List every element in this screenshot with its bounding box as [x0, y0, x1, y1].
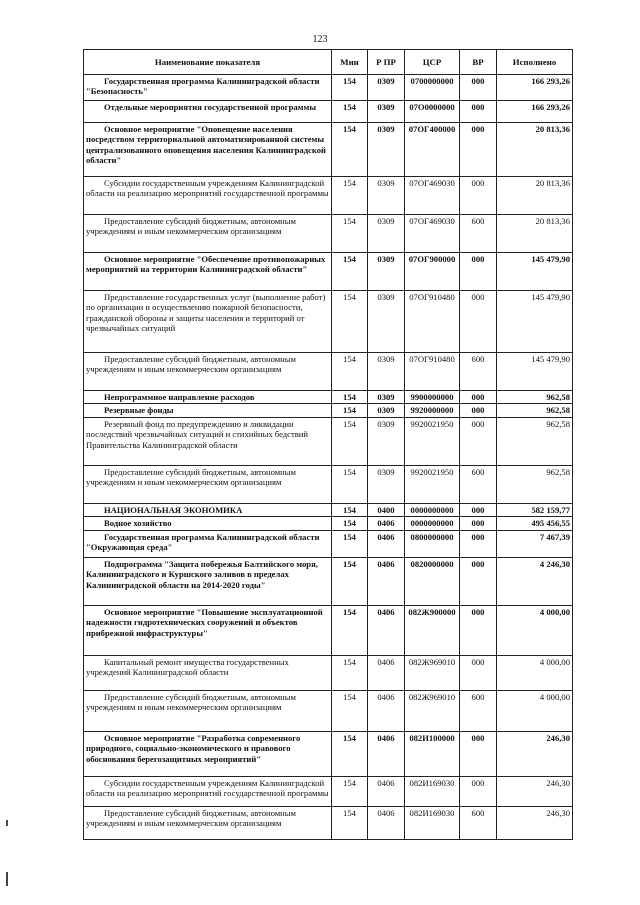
- table-row: [84, 503, 573, 516]
- cell-rpr: 0406: [368, 605, 405, 655]
- cell-rpr: 0406: [368, 806, 405, 839]
- cell-min: 154: [332, 215, 368, 253]
- cell-done: 495 456,55: [497, 517, 573, 530]
- cell-csr: 07ОГ900000: [405, 253, 460, 291]
- cell-vr: 000: [460, 253, 497, 291]
- cell-min: 154: [332, 253, 368, 291]
- margin-mark: [6, 872, 8, 886]
- cell-min: 154: [332, 101, 368, 123]
- margin-mark: [6, 820, 8, 826]
- table-row: [84, 806, 573, 839]
- cell-name: Резервный фонд по предупреждению и ликвидации последствий чрезвычайных ситуаций и стихийных бедствий Правительства Калининградской области: [84, 417, 332, 465]
- table-row: [84, 353, 573, 391]
- cell-min: 154: [332, 557, 368, 605]
- header-name: Наименование показателя: [84, 50, 332, 75]
- cell-done: 246,30: [497, 806, 573, 839]
- cell-done: 20 813,36: [497, 123, 573, 177]
- cell-min: 154: [332, 655, 368, 690]
- cell-csr: 0700000000: [405, 75, 460, 101]
- cell-done: 20 813,36: [497, 177, 573, 215]
- cell-vr: 000: [460, 291, 497, 353]
- cell-rpr: 0309: [368, 417, 405, 465]
- cell-rpr: 0309: [368, 353, 405, 391]
- cell-done: 166 293,26: [497, 101, 573, 123]
- cell-vr: 000: [460, 391, 497, 404]
- cell-vr: 600: [460, 806, 497, 839]
- table-row: [84, 404, 573, 417]
- table-row: [84, 391, 573, 404]
- cell-csr: 07ОГ469030: [405, 177, 460, 215]
- cell-done: 4 246,30: [497, 557, 573, 605]
- cell-min: 154: [332, 291, 368, 353]
- cell-name: Государственная программа Калининградской области "Безопасность": [84, 75, 332, 101]
- table-row: [84, 605, 573, 655]
- cell-done: 246,30: [497, 776, 573, 806]
- cell-vr: 000: [460, 731, 497, 776]
- cell-csr: 9920021950: [405, 417, 460, 465]
- cell-rpr: 0309: [368, 75, 405, 101]
- table-row: [84, 291, 573, 353]
- cell-min: 154: [332, 806, 368, 839]
- cell-done: 962,58: [497, 391, 573, 404]
- header-min: Мин: [332, 50, 368, 75]
- page-number: 123: [312, 34, 328, 45]
- cell-min: 154: [332, 530, 368, 557]
- table-row: [84, 776, 573, 806]
- cell-done: 962,58: [497, 417, 573, 465]
- cell-name: Отдельные мероприятия государственной программы: [84, 101, 332, 123]
- cell-rpr: 0309: [368, 404, 405, 417]
- cell-rpr: 0406: [368, 557, 405, 605]
- cell-rpr: 0309: [368, 215, 405, 253]
- cell-rpr: 0309: [368, 177, 405, 215]
- cell-rpr: 0406: [368, 517, 405, 530]
- cell-csr: 082И169030: [405, 776, 460, 806]
- header-vr: ВР: [460, 50, 497, 75]
- cell-csr: 0800000000: [405, 530, 460, 557]
- table-row: [84, 655, 573, 690]
- cell-rpr: 0309: [368, 391, 405, 404]
- cell-done: 962,58: [497, 404, 573, 417]
- cell-min: 154: [332, 353, 368, 391]
- cell-vr: 000: [460, 655, 497, 690]
- table-row: [84, 690, 573, 731]
- cell-rpr: 0309: [368, 123, 405, 177]
- cell-min: 154: [332, 776, 368, 806]
- cell-done: 246,30: [497, 731, 573, 776]
- cell-csr: 07ОГ910480: [405, 291, 460, 353]
- cell-vr: 000: [460, 557, 497, 605]
- cell-done: 4 000,00: [497, 690, 573, 731]
- cell-csr: 9900000000: [405, 391, 460, 404]
- cell-name: Подпрограмма "Защита побережья Балтийского моря, Калининградского и Куршского заливов в пределах Калининградской области на 2014-2020 годы": [84, 557, 332, 605]
- table-row: [84, 417, 573, 465]
- cell-min: 154: [332, 605, 368, 655]
- cell-rpr: 0406: [368, 731, 405, 776]
- cell-csr: 9920021950: [405, 465, 460, 503]
- cell-csr: 082Ж900000: [405, 605, 460, 655]
- cell-done: 166 293,26: [497, 75, 573, 101]
- cell-min: 154: [332, 75, 368, 101]
- cell-min: 154: [332, 404, 368, 417]
- cell-name: Предоставление субсидий бюджетным, автономным учреждениям и иным некоммерческим организациям: [84, 215, 332, 253]
- table-row: [84, 557, 573, 605]
- table-row: [84, 177, 573, 215]
- cell-name: Основное мероприятие "Повышение эксплуатационной надежности гидротехнических сооружений и объектов прибрежной инфраструктуры": [84, 605, 332, 655]
- cell-rpr: 0406: [368, 530, 405, 557]
- cell-done: 4 000,00: [497, 655, 573, 690]
- cell-done: 582 159,77: [497, 503, 573, 516]
- cell-min: 154: [332, 517, 368, 530]
- cell-min: 154: [332, 177, 368, 215]
- cell-csr: 082Ж969010: [405, 655, 460, 690]
- cell-name: Непрограммное направление расходов: [84, 391, 332, 404]
- cell-rpr: 0309: [368, 253, 405, 291]
- cell-name: Субсидии государственным учреждениям Калининградской области на реализацию мероприятий государственной программы: [84, 177, 332, 215]
- cell-csr: 07О0000000: [405, 101, 460, 123]
- table-row: [84, 253, 573, 291]
- cell-rpr: 0309: [368, 465, 405, 503]
- budget-table: [83, 49, 573, 840]
- cell-vr: 000: [460, 417, 497, 465]
- table-row: [84, 530, 573, 557]
- cell-done: 145 479,90: [497, 353, 573, 391]
- cell-name: Основное мероприятие "Оповещение населения посредством территориальной автоматизированной системы централизованного оповещения населения Калининградской области": [84, 123, 332, 177]
- cell-csr: 9920000000: [405, 404, 460, 417]
- cell-vr: 000: [460, 404, 497, 417]
- cell-csr: 07ОГ469030: [405, 215, 460, 253]
- cell-rpr: 0400: [368, 503, 405, 516]
- cell-done: 145 479,90: [497, 253, 573, 291]
- cell-min: 154: [332, 417, 368, 465]
- cell-rpr: 0309: [368, 291, 405, 353]
- cell-vr: 000: [460, 75, 497, 101]
- cell-vr: 000: [460, 776, 497, 806]
- cell-vr: 000: [460, 177, 497, 215]
- table-row: [84, 465, 573, 503]
- cell-csr: 07ОГ910480: [405, 353, 460, 391]
- header-done: Исполнено: [497, 50, 573, 75]
- cell-csr: 082И169030: [405, 806, 460, 839]
- cell-rpr: 0406: [368, 655, 405, 690]
- cell-name: Субсидии государственным учреждениям Калининградской области на реализацию мероприятий государственной программы: [84, 776, 332, 806]
- cell-vr: 600: [460, 690, 497, 731]
- cell-name: Предоставление субсидий бюджетным, автономным учреждениям и иным некоммерческим организациям: [84, 690, 332, 731]
- cell-name: Основное мероприятие "Разработка современного природного, социально-экономического и правового обоснования берегозащитных мероприятий": [84, 731, 332, 776]
- cell-rpr: 0406: [368, 776, 405, 806]
- cell-min: 154: [332, 391, 368, 404]
- cell-name: Предоставление субсидий бюджетным, автономным учреждениям и иным некоммерческим организациям: [84, 353, 332, 391]
- header-csr: ЦСР: [405, 50, 460, 75]
- table-row: [84, 215, 573, 253]
- cell-rpr: 0406: [368, 690, 405, 731]
- table-row: [84, 75, 573, 101]
- cell-rpr: 0309: [368, 101, 405, 123]
- cell-min: 154: [332, 690, 368, 731]
- header-rpr: Р ПР: [368, 50, 405, 75]
- cell-min: 154: [332, 123, 368, 177]
- cell-name: Резервные фонды: [84, 404, 332, 417]
- cell-min: 154: [332, 731, 368, 776]
- cell-min: 154: [332, 465, 368, 503]
- cell-csr: 0000000000: [405, 503, 460, 516]
- cell-vr: 000: [460, 503, 497, 516]
- cell-vr: 000: [460, 517, 497, 530]
- cell-csr: 0820000000: [405, 557, 460, 605]
- table-row: [84, 517, 573, 530]
- cell-name: НАЦИОНАЛЬНАЯ ЭКОНОМИКА: [84, 503, 332, 516]
- cell-min: 154: [332, 503, 368, 516]
- cell-vr: 600: [460, 353, 497, 391]
- cell-vr: 600: [460, 215, 497, 253]
- cell-name: Капитальный ремонт имущества государственных учреждений Калининградской области: [84, 655, 332, 690]
- cell-vr: 000: [460, 101, 497, 123]
- cell-vr: 000: [460, 605, 497, 655]
- cell-name: Основное мероприятие "Обеспечение противопожарных мероприятий на территории Калининградской области": [84, 253, 332, 291]
- table-row: [84, 101, 573, 123]
- cell-name: Государственная программа Калининградской области "Окружающая среда": [84, 530, 332, 557]
- cell-done: 4 000,00: [497, 605, 573, 655]
- table-row: [84, 123, 573, 177]
- table-header-row: [84, 50, 573, 75]
- cell-done: 962,58: [497, 465, 573, 503]
- table-row: [84, 731, 573, 776]
- cell-csr: 082Ж969010: [405, 690, 460, 731]
- cell-vr: 000: [460, 123, 497, 177]
- cell-name: Предоставление государственных услуг (выполнение работ) по организации и осуществлению пожарной безопасности, гражданской обороны и защиты населения и территорий от чрезвычайных ситуаций: [84, 291, 332, 353]
- cell-vr: 600: [460, 465, 497, 503]
- cell-done: 145 479,90: [497, 291, 573, 353]
- cell-csr: 07ОГ400000: [405, 123, 460, 177]
- cell-csr: 0000000000: [405, 517, 460, 530]
- cell-vr: 000: [460, 530, 497, 557]
- cell-csr: 082И100000: [405, 731, 460, 776]
- cell-name: Предоставление субсидий бюджетным, автономным учреждениям и иным некоммерческим организациям: [84, 806, 332, 839]
- cell-name: Водное хозяйство: [84, 517, 332, 530]
- cell-done: 20 813,36: [497, 215, 573, 253]
- cell-done: 7 467,39: [497, 530, 573, 557]
- cell-name: Предоставление субсидий бюджетным, автономным учреждениям и иным некоммерческим организациям: [84, 465, 332, 503]
